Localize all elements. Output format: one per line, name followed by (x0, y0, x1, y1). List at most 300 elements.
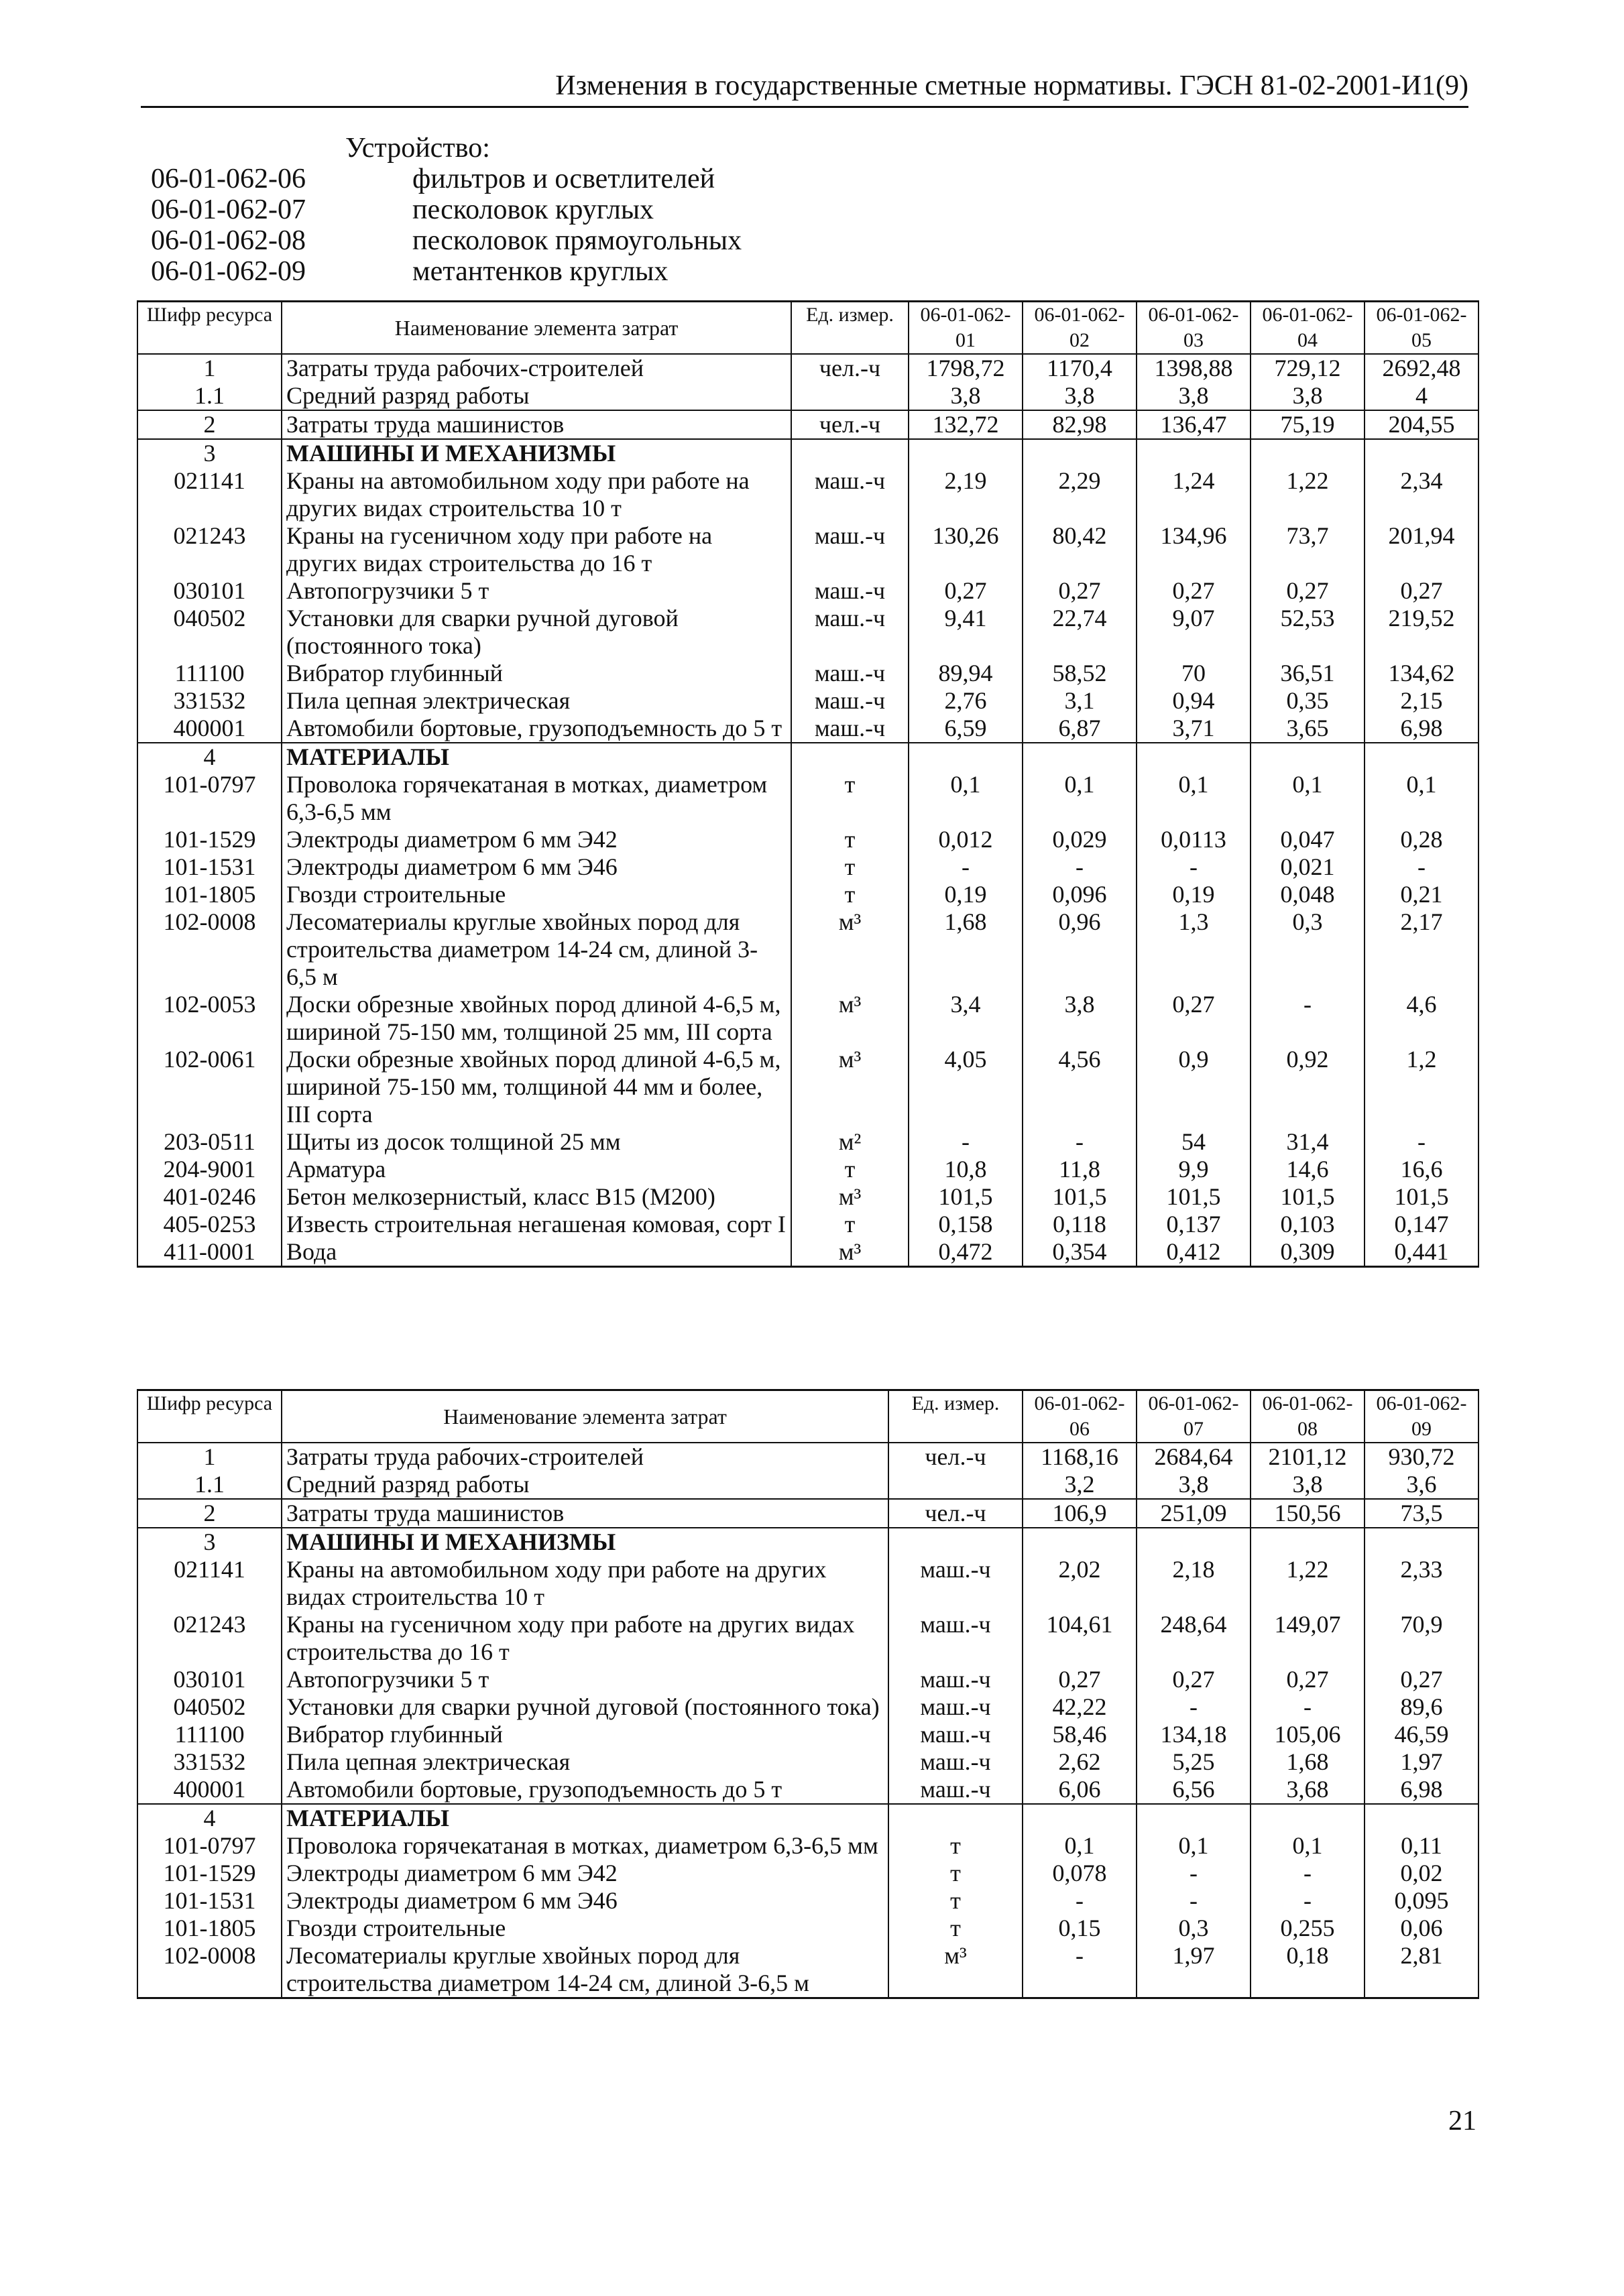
resource-unit: м³ (791, 1183, 909, 1211)
resource-table-1 (137, 300, 1479, 1268)
norm-value: - (1251, 1693, 1365, 1721)
table-row (137, 1693, 1478, 1721)
resource-name: Средний разряд работы (282, 382, 791, 410)
norm-value: 4 (1365, 382, 1478, 410)
resource-name: МАШИНЫ И МЕХАНИЗМЫ (282, 1528, 888, 1556)
resource-code: 101-1529 (137, 826, 282, 853)
norm-value: 22,74 (1023, 605, 1137, 660)
column-header-norm: 06-01-062-08 (1251, 1390, 1365, 1443)
resource-name: Краны на автомобильном ходу при работе на других видах строительства 10 т (282, 467, 791, 522)
norm-value: 134,96 (1137, 522, 1251, 577)
norm-value: 0,27 (909, 577, 1023, 605)
table-row (137, 1211, 1478, 1238)
norm-value: 1170,4 (1023, 354, 1137, 382)
norm-value: - (909, 1128, 1023, 1156)
resource-unit: маш.-ч (791, 577, 909, 605)
resource-code: 2 (137, 410, 282, 439)
norm-value: 204,55 (1365, 410, 1478, 439)
table-row (137, 522, 1478, 577)
resource-name: Пила цепная электрическая (282, 687, 791, 715)
norm-value: 0,18 (1251, 1942, 1365, 1998)
norm-value (1137, 743, 1251, 771)
norm-value: 0,412 (1137, 1238, 1251, 1267)
intro-item-code: 06-01-062-08 (151, 225, 306, 256)
norm-value: 1,22 (1251, 467, 1365, 522)
norm-value: 0,27 (1137, 1666, 1251, 1693)
norm-value: 1,97 (1137, 1942, 1251, 1998)
norm-value: 3,71 (1137, 715, 1251, 743)
resource-code: 400001 (137, 715, 282, 743)
section-row (137, 439, 1478, 467)
table-row (137, 1128, 1478, 1156)
norm-value: 1,97 (1365, 1748, 1478, 1776)
resource-name: Доски обрезные хвойных пород длиной 4-6,5 м, шириной 75-150 мм, толщиной 44 мм и более, III сорта (282, 1046, 791, 1128)
intro-list (151, 164, 742, 287)
resource-code: 030101 (137, 577, 282, 605)
column-header-unit: Ед. измер. (888, 1390, 1023, 1443)
resource-unit: маш.-ч (888, 1693, 1023, 1721)
intro-item-text: песколовок прямоугольных (412, 225, 742, 256)
resource-code: 401-0246 (137, 1183, 282, 1211)
column-header-norm: 06-01-062-01 (909, 302, 1023, 355)
resource-unit: маш.-ч (791, 522, 909, 577)
norm-value: 930,72 (1365, 1443, 1478, 1471)
resource-unit: маш.-ч (888, 1666, 1023, 1693)
resource-unit: т (888, 1887, 1023, 1915)
table-row (137, 1666, 1478, 1693)
norm-value: 9,41 (909, 605, 1023, 660)
resource-code: 203-0511 (137, 1128, 282, 1156)
resource-unit: м³ (791, 991, 909, 1046)
resource-code: 101-0797 (137, 1832, 282, 1860)
norm-value: 101,5 (1365, 1183, 1478, 1211)
norm-value: 0,147 (1365, 1211, 1478, 1238)
norm-value: 1,68 (909, 908, 1023, 991)
norm-value: 2,29 (1023, 467, 1137, 522)
resource-unit: маш.-ч (791, 467, 909, 522)
norm-value: 0,27 (1137, 577, 1251, 605)
norm-value: 46,59 (1365, 1721, 1478, 1748)
norm-value: 4,05 (909, 1046, 1023, 1128)
resource-unit: м³ (888, 1942, 1023, 1998)
norm-value: 6,59 (909, 715, 1023, 743)
norm-value: 0,309 (1251, 1238, 1365, 1267)
norm-value: 3,1 (1023, 687, 1137, 715)
norm-value: 3,65 (1251, 715, 1365, 743)
norm-value: 4,56 (1023, 1046, 1137, 1128)
resource-unit: маш.-ч (791, 687, 909, 715)
norm-value: 2,34 (1365, 467, 1478, 522)
norm-value: 0,021 (1251, 853, 1365, 881)
resource-name: Затраты труда рабочих-строителей (282, 354, 791, 382)
resource-unit: маш.-ч (888, 1748, 1023, 1776)
column-header-norm: 06-01-062-06 (1023, 1390, 1137, 1443)
table-row (137, 715, 1478, 743)
norm-value: - (909, 853, 1023, 881)
norm-value: - (1023, 1128, 1137, 1156)
resource-code: 111100 (137, 660, 282, 687)
norm-value: - (1137, 1860, 1251, 1887)
resource-code: 021243 (137, 522, 282, 577)
resource-name: Бетон мелкозернистый, класс В15 (М200) (282, 1183, 791, 1211)
resource-code: 111100 (137, 1721, 282, 1748)
resource-unit: т (791, 1156, 909, 1183)
norm-value: 0,96 (1023, 908, 1137, 991)
norm-value: 1,22 (1251, 1556, 1365, 1611)
column-header-unit: Ед. измер. (791, 302, 909, 355)
resource-unit (888, 1471, 1023, 1499)
intro-item-text: песколовок круглых (412, 194, 654, 225)
resource-name: Лесоматериалы круглые хвойных пород для строительства диаметром 14-24 см, длиной 3-6,5 м (282, 908, 791, 991)
norm-value: 0,15 (1023, 1915, 1137, 1942)
resource-name: Электроды диаметром 6 мм Э42 (282, 826, 791, 853)
resource-unit: м³ (791, 1238, 909, 1267)
norm-value: 2,76 (909, 687, 1023, 715)
resource-code: 102-0061 (137, 1046, 282, 1128)
norm-value: - (1137, 1887, 1251, 1915)
norm-value: 0,1 (909, 771, 1023, 826)
norm-value: 6,87 (1023, 715, 1137, 743)
column-header-name: Наименование элемента затрат (282, 1390, 888, 1443)
resource-name: Автомобили бортовые, грузоподъемность до 5 т (282, 1776, 888, 1804)
norm-value: - (1023, 1887, 1137, 1915)
resource-unit: маш.-ч (888, 1611, 1023, 1666)
resource-code: 021141 (137, 467, 282, 522)
norm-value: 3,8 (1137, 382, 1251, 410)
resource-name: Щиты из досок толщиной 25 мм (282, 1128, 791, 1156)
resource-unit: т (791, 771, 909, 826)
resource-name: МАТЕРИАЛЫ (282, 1804, 888, 1832)
norm-value (1251, 439, 1365, 467)
table-row (137, 1832, 1478, 1860)
table-row (137, 908, 1478, 991)
resource-name: Затраты труда рабочих-строителей (282, 1443, 888, 1471)
norm-value: 132,72 (909, 410, 1023, 439)
norm-value: 82,98 (1023, 410, 1137, 439)
norm-value: - (1023, 1942, 1137, 1998)
resource-code: 331532 (137, 687, 282, 715)
column-header-norm: 06-01-062-09 (1365, 1390, 1478, 1443)
norm-value: 3,8 (1023, 382, 1137, 410)
resource-code: 1 (137, 1443, 282, 1471)
norm-value: 130,26 (909, 522, 1023, 577)
page-number: 21 (1448, 2106, 1476, 2136)
column-header-norm: 06-01-062-07 (1137, 1390, 1251, 1443)
table-row (137, 687, 1478, 715)
norm-value: 2,18 (1137, 1556, 1251, 1611)
norm-value: 3,68 (1251, 1776, 1365, 1804)
norm-value: 3,8 (1251, 382, 1365, 410)
resource-code: 1.1 (137, 1471, 282, 1499)
norm-value: 0,1 (1023, 771, 1137, 826)
resource-unit: т (888, 1860, 1023, 1887)
norm-value: 0,27 (1023, 577, 1137, 605)
resource-unit: м³ (791, 1046, 909, 1128)
column-header-norm: 06-01-062-05 (1365, 302, 1478, 355)
norm-value: 2,33 (1365, 1556, 1478, 1611)
resource-name: Вода (282, 1238, 791, 1267)
norm-value (1023, 1528, 1137, 1556)
norm-value: 1,24 (1137, 467, 1251, 522)
table-row (137, 853, 1478, 881)
norm-value (1251, 743, 1365, 771)
norm-value: 6,56 (1137, 1776, 1251, 1804)
table-row (137, 1499, 1478, 1528)
resource-code: 4 (137, 743, 282, 771)
resource-name: Лесоматериалы круглые хвойных пород для строительства диаметром 14-24 см, длиной 3-6,5 м (282, 1942, 888, 1998)
resource-code: 102-0008 (137, 1942, 282, 1998)
norm-value: 0,9 (1137, 1046, 1251, 1128)
column-header-norm: 06-01-062-04 (1251, 302, 1365, 355)
norm-value: 52,53 (1251, 605, 1365, 660)
norm-value: 3,8 (1251, 1471, 1365, 1499)
resource-code: 1 (137, 354, 282, 382)
resource-code: 102-0008 (137, 908, 282, 991)
intro-item-code: 06-01-062-09 (151, 256, 306, 287)
norm-value: 0,27 (1251, 577, 1365, 605)
norm-value: - (1023, 853, 1137, 881)
norm-value: 0,94 (1137, 687, 1251, 715)
resource-name: Установки для сварки ручной дуговой (постоянного тока) (282, 605, 791, 660)
norm-value: 54 (1137, 1128, 1251, 1156)
resource-unit: маш.-ч (791, 715, 909, 743)
resource-code: 101-1531 (137, 853, 282, 881)
resource-name: Доски обрезные хвойных пород длиной 4-6,5 м, шириной 75-150 мм, толщиной 25 мм, III сорта (282, 991, 791, 1046)
resource-unit: чел.-ч (888, 1499, 1023, 1528)
intro-item (151, 164, 742, 194)
norm-value: 4,6 (1365, 991, 1478, 1046)
table-row (137, 1471, 1478, 1499)
table-row (137, 1887, 1478, 1915)
resource-name: МАШИНЫ И МЕХАНИЗМЫ (282, 439, 791, 467)
resource-code: 411-0001 (137, 1238, 282, 1267)
norm-value: 3,8 (1023, 991, 1137, 1046)
norm-value (1365, 439, 1478, 467)
norm-value: 0,255 (1251, 1915, 1365, 1942)
norm-value: 5,25 (1137, 1748, 1251, 1776)
table-row (137, 1776, 1478, 1804)
resource-unit (791, 439, 909, 467)
norm-value: 2684,64 (1137, 1443, 1251, 1471)
norm-value: 6,06 (1023, 1776, 1137, 1804)
norm-value: - (1137, 1693, 1251, 1721)
column-header-name: Наименование элемента затрат (282, 302, 791, 355)
resource-unit: чел.-ч (888, 1443, 1023, 1471)
norm-value: 6,98 (1365, 1776, 1478, 1804)
resource-unit: т (791, 826, 909, 853)
resource-name: Арматура (282, 1156, 791, 1183)
resource-unit: чел.-ч (791, 354, 909, 382)
norm-value: 2,62 (1023, 1748, 1137, 1776)
norm-value: 58,52 (1023, 660, 1137, 687)
resource-unit: м² (791, 1128, 909, 1156)
resource-name: Краны на гусеничном ходу при работе на других видах строительства до 16 т (282, 522, 791, 577)
intro-title: Устройство: (345, 133, 490, 164)
section-row (137, 743, 1478, 771)
norm-value: 14,6 (1251, 1156, 1365, 1183)
norm-value: 73,5 (1365, 1499, 1478, 1528)
table-row (137, 1860, 1478, 1887)
norm-value: 0,1 (1137, 1832, 1251, 1860)
norm-value: 3,4 (909, 991, 1023, 1046)
norm-value: 2101,12 (1251, 1443, 1365, 1471)
resource-unit: т (791, 853, 909, 881)
norm-value: 16,6 (1365, 1156, 1478, 1183)
norm-value: 106,9 (1023, 1499, 1137, 1528)
norm-value: 251,09 (1137, 1499, 1251, 1528)
resource-name: Пила цепная электрическая (282, 1748, 888, 1776)
norm-value: 134,62 (1365, 660, 1478, 687)
norm-value: 36,51 (1251, 660, 1365, 687)
resource-name: Гвозди строительные (282, 881, 791, 908)
norm-value: - (1251, 1887, 1365, 1915)
norm-value: 0,1 (1137, 771, 1251, 826)
norm-value: 0,3 (1251, 908, 1365, 991)
norm-value: 70 (1137, 660, 1251, 687)
resource-code: 101-1805 (137, 1915, 282, 1942)
resource-code: 101-0797 (137, 771, 282, 826)
norm-value (1023, 743, 1137, 771)
norm-value: 105,06 (1251, 1721, 1365, 1748)
resource-unit (888, 1528, 1023, 1556)
norm-value: 136,47 (1137, 410, 1251, 439)
resource-unit: т (888, 1832, 1023, 1860)
norm-value (1137, 1528, 1251, 1556)
resource-code: 405-0253 (137, 1211, 282, 1238)
norm-value: 2,02 (1023, 1556, 1137, 1611)
norm-value (1137, 439, 1251, 467)
norm-value: 0,3 (1137, 1915, 1251, 1942)
norm-value: 58,46 (1023, 1721, 1137, 1748)
resource-unit: чел.-ч (791, 410, 909, 439)
norm-value: 2,15 (1365, 687, 1478, 715)
norm-value (1251, 1804, 1365, 1832)
norm-value: 0,012 (909, 826, 1023, 853)
section-row (137, 1804, 1478, 1832)
resource-code: 400001 (137, 1776, 282, 1804)
norm-value: 149,07 (1251, 1611, 1365, 1666)
resource-name: Затраты труда машинистов (282, 410, 791, 439)
norm-value: 3,6 (1365, 1471, 1478, 1499)
resource-code: 040502 (137, 605, 282, 660)
norm-value: 0,92 (1251, 1046, 1365, 1128)
norm-value: - (1365, 1128, 1478, 1156)
table-row (137, 826, 1478, 853)
norm-value: 2692,48 (1365, 354, 1478, 382)
norm-value (909, 439, 1023, 467)
resource-code: 102-0053 (137, 991, 282, 1046)
resource-name: Электроды диаметром 6 мм Э42 (282, 1860, 888, 1887)
norm-value (909, 743, 1023, 771)
intro-item-text: фильтров и осветлителей (412, 164, 715, 194)
resource-name: Краны на гусеничном ходу при работе на других видах строительства до 16 т (282, 1611, 888, 1666)
column-header-norm: 06-01-062-03 (1137, 302, 1251, 355)
norm-value: 0,27 (1365, 577, 1478, 605)
section-row (137, 1528, 1478, 1556)
norm-value: 729,12 (1251, 354, 1365, 382)
norm-value: - (1251, 1860, 1365, 1887)
norm-value: 3,8 (1137, 1471, 1251, 1499)
norm-value: 0,137 (1137, 1211, 1251, 1238)
resource-unit (791, 382, 909, 410)
column-header-code: Шифр ресурса (137, 302, 282, 355)
table-row (137, 1443, 1478, 1471)
norm-value: 0,06 (1365, 1915, 1478, 1942)
norm-value: 0,096 (1023, 881, 1137, 908)
resource-code: 040502 (137, 1693, 282, 1721)
table-row (137, 771, 1478, 826)
norm-value: 0,19 (1137, 881, 1251, 908)
resource-unit: маш.-ч (791, 660, 909, 687)
norm-value: 0,441 (1365, 1238, 1478, 1267)
norm-value (1137, 1804, 1251, 1832)
table-row (137, 1238, 1478, 1267)
norm-value: 0,21 (1365, 881, 1478, 908)
resource-code: 030101 (137, 1666, 282, 1693)
norm-value: 248,64 (1137, 1611, 1251, 1666)
norm-value: 0,103 (1251, 1211, 1365, 1238)
table-row (137, 1046, 1478, 1128)
norm-value: 89,94 (909, 660, 1023, 687)
norm-value: 0,029 (1023, 826, 1137, 853)
resource-code: 101-1805 (137, 881, 282, 908)
norm-value (1365, 743, 1478, 771)
resource-name: Вибратор глубинный (282, 1721, 888, 1748)
resource-code: 101-1531 (137, 1887, 282, 1915)
resource-unit (888, 1804, 1023, 1832)
norm-value: 42,22 (1023, 1693, 1137, 1721)
norm-value: 73,7 (1251, 522, 1365, 577)
resource-code: 101-1529 (137, 1860, 282, 1887)
resource-name: Автопогрузчики 5 т (282, 577, 791, 605)
norm-value: 101,5 (1251, 1183, 1365, 1211)
resource-code: 1.1 (137, 382, 282, 410)
resource-unit: т (791, 881, 909, 908)
resource-code: 331532 (137, 1748, 282, 1776)
table-row (137, 1942, 1478, 1998)
norm-value: 0,02 (1365, 1860, 1478, 1887)
resource-unit (791, 743, 909, 771)
norm-value: 2,19 (909, 467, 1023, 522)
norm-value: 1168,16 (1023, 1443, 1137, 1471)
table-row (137, 467, 1478, 522)
norm-value: 89,6 (1365, 1693, 1478, 1721)
resource-unit: маш.-ч (888, 1776, 1023, 1804)
norm-value: 0,1 (1023, 1832, 1137, 1860)
resource-name: Электроды диаметром 6 мм Э46 (282, 1887, 888, 1915)
norm-value: 70,9 (1365, 1611, 1478, 1666)
norm-value (1023, 439, 1137, 467)
norm-value: 75,19 (1251, 410, 1365, 439)
norm-value: 3,8 (909, 382, 1023, 410)
norm-value: 9,07 (1137, 605, 1251, 660)
norm-value: 9,9 (1137, 1156, 1251, 1183)
norm-value: 1398,88 (1137, 354, 1251, 382)
table-row (137, 1611, 1478, 1666)
norm-value: 0,27 (1137, 991, 1251, 1046)
resource-code: 2 (137, 1499, 282, 1528)
norm-value: 3,2 (1023, 1471, 1137, 1499)
norm-value: 0,158 (909, 1211, 1023, 1238)
resource-table-2 (137, 1389, 1479, 1999)
resource-name: Средний разряд работы (282, 1471, 888, 1499)
norm-value: - (1251, 991, 1365, 1046)
resource-unit: маш.-ч (888, 1721, 1023, 1748)
norm-value: 6,98 (1365, 715, 1478, 743)
table-row (137, 1748, 1478, 1776)
norm-value: 101,5 (1023, 1183, 1137, 1211)
table-row (137, 605, 1478, 660)
